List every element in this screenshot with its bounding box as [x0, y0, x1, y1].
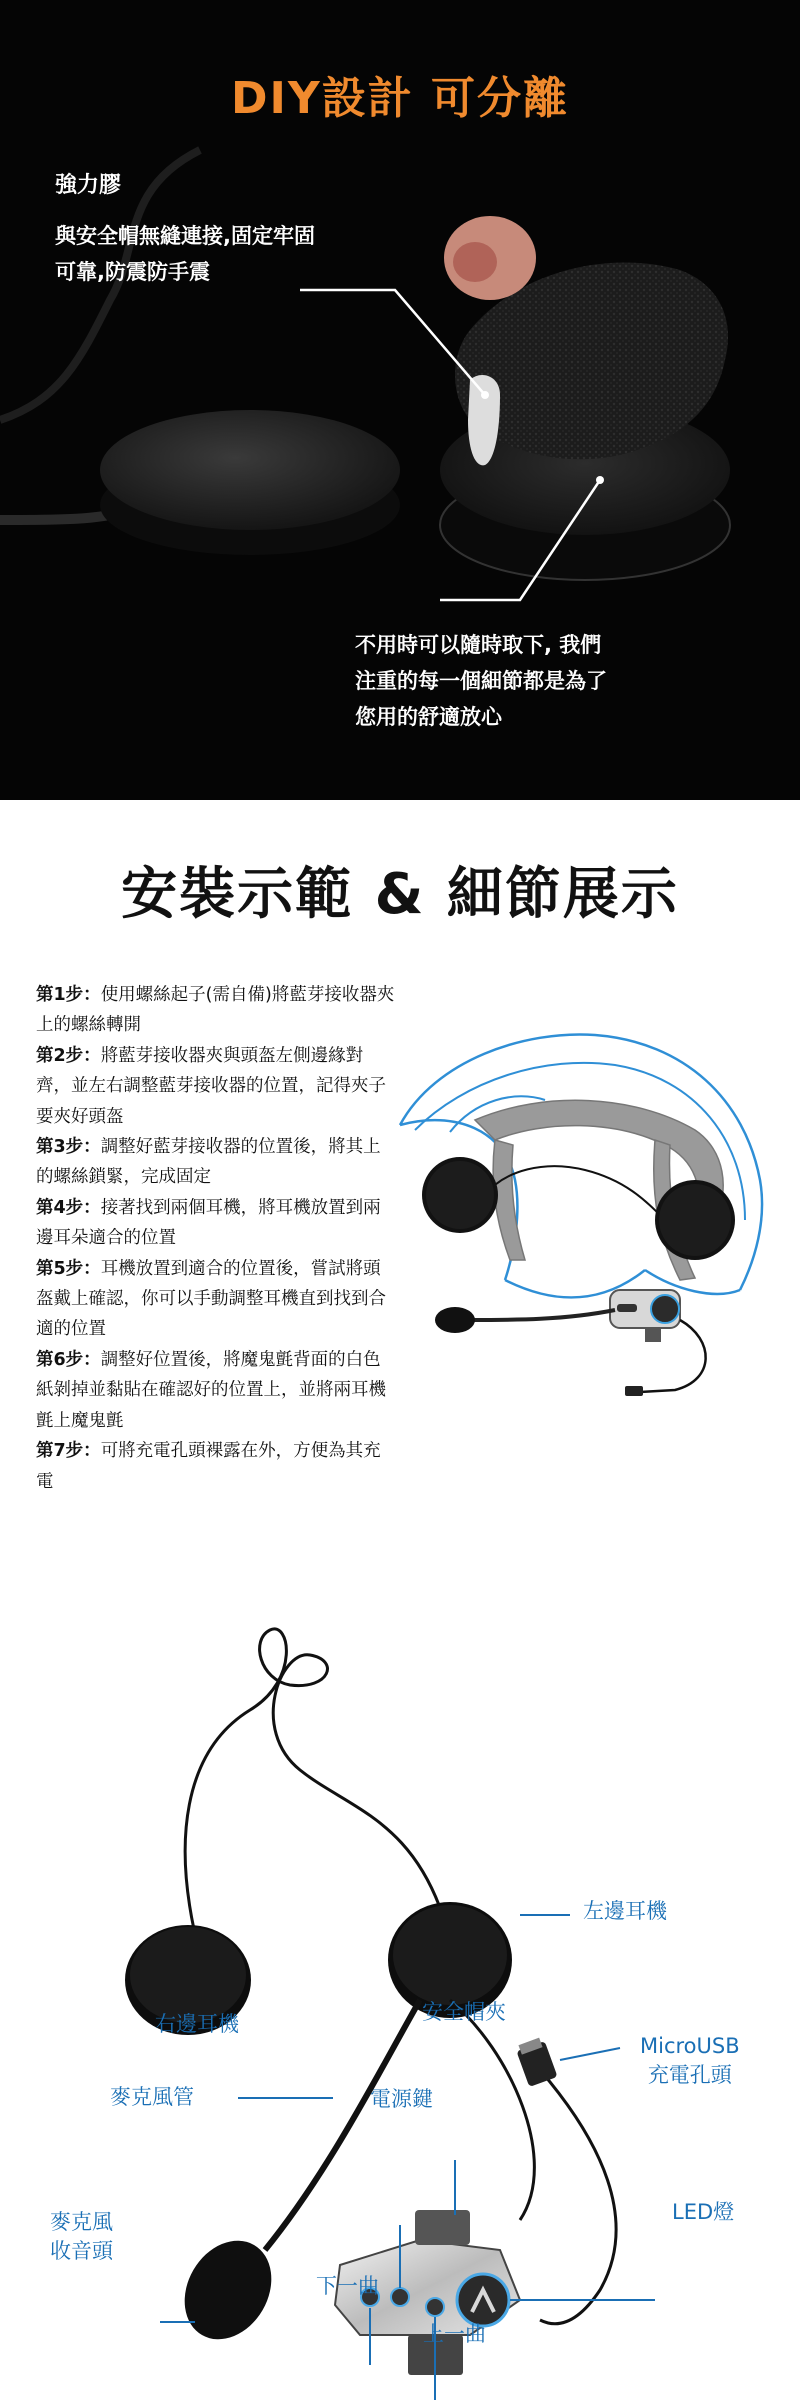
label-right-earphone: 右邊耳機 [155, 2012, 239, 2036]
left-foam-pad [100, 410, 400, 530]
step-label: 第3步： [36, 1137, 101, 1158]
install-steps [36, 980, 396, 1497]
section-title: 安裝示範 & 細節展示 [121, 862, 679, 927]
step-text: 接著找到兩個耳機，將耳機放置到兩邊耳朵適合的位置 [36, 1197, 381, 1249]
step-item [36, 1436, 396, 1497]
helmet-install-illustration [395, 1020, 775, 1400]
label-mic-head: 麥克風 收音頭 [50, 2210, 113, 2263]
step-item [36, 1193, 396, 1254]
label-prev-track: 下一曲 [316, 2274, 379, 2298]
step-text: 耳機放置到適合的位置後，嘗試將頭盔戴上確認，你可以手動調整耳機直到找到合適的位置 [36, 1258, 386, 1340]
feature-banner [0, 0, 800, 800]
power-button [391, 2288, 409, 2306]
label-led: LED燈 [672, 2200, 735, 2224]
step-item [36, 1345, 396, 1436]
next-track-button [426, 2298, 444, 2316]
step-text: 調整好藍芽接收器的位置後，將其上的螺絲鎖緊，完成固定 [36, 1137, 381, 1188]
step-label: 第2步： [36, 1045, 101, 1066]
earphone-cable [185, 1629, 450, 1955]
step-label: 第4步： [36, 1197, 101, 1218]
banner-title: DIY設計 可分離 [230, 73, 570, 124]
product-parts-diagram [0, 1600, 800, 2400]
label-helmet-clip: 安全帽夾 [422, 2000, 506, 2024]
step-label: 第1步： [36, 985, 101, 1005]
label-next-track: 上一曲 [423, 2322, 486, 2346]
label-left-earphone: 左邊耳機 [583, 1899, 667, 1923]
step-item [36, 1132, 396, 1193]
label-mic-tube: 麥克風管 [110, 2085, 194, 2109]
mic-tube [265, 2000, 420, 2250]
step-text: 調整好位置後，將魔鬼氈背面的白色紙剝掉並黏貼在確認好的位置上，並將兩耳機氈上魔鬼氈 [36, 1349, 386, 1431]
step-item [36, 980, 396, 1041]
detach-description: 不用時可以隨時取下, 我們 注重的每一個細節都是為了 您用的舒適放心 [355, 633, 607, 729]
step-text: 使用螺絲起子(需自備)將藍芽接收器夾上的螺絲轉開 [36, 985, 395, 1036]
step-item [36, 1254, 396, 1345]
step-text: 將藍芽接收器夾與頭盔左側邊緣對齊，並左右調整藍芽接收器的位置，記得夾子要夾好頭盔 [36, 1045, 386, 1127]
helmet-clip [415, 2210, 470, 2245]
glue-description: 與安全帽無縫連接,固定牢固 可靠,防震防手震 [55, 224, 315, 284]
step-label: 第6步： [36, 1349, 101, 1370]
step-label: 第7步： [36, 1441, 101, 1462]
step-item [36, 1041, 396, 1132]
step-label: 第5步： [36, 1258, 101, 1279]
label-power-key: 電源鍵 [370, 2087, 433, 2111]
step-text: 可將充電孔頭裸露在外，方便為其充電 [36, 1441, 381, 1492]
glue-heading: 強力膠 [55, 173, 122, 198]
led-ring [457, 2274, 509, 2326]
label-usb-port: MicroUSB 充電孔頭 [640, 2034, 740, 2087]
